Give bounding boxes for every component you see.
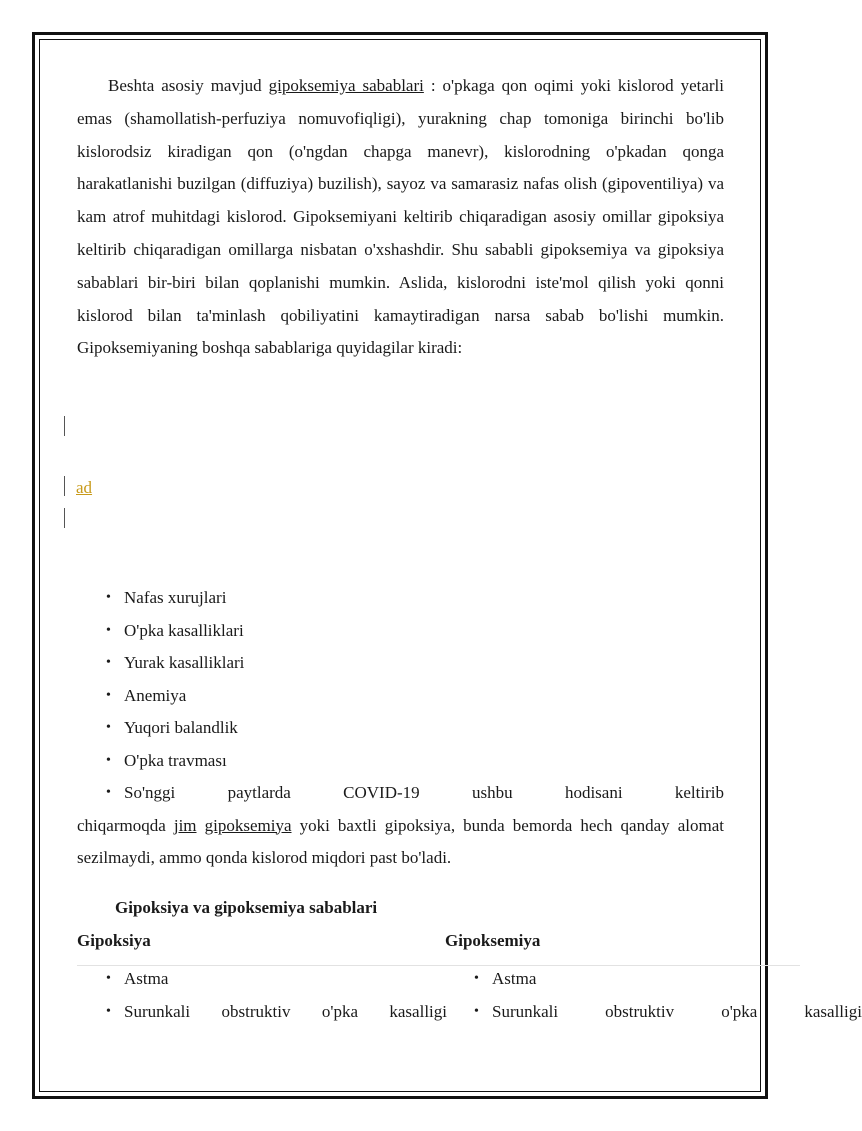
gipoksiya-column (77, 963, 447, 1028)
list-item (77, 996, 447, 1029)
intro-paragraph (77, 70, 724, 365)
covid-word: COVID-19 (343, 783, 420, 802)
gipoksemiya-sabablari-link[interactable]: gipoksemiya sabablari (268, 76, 424, 95)
word: obstruktiv (221, 1001, 291, 1021)
gipoksemiya-link[interactable]: gipoksemiya (204, 815, 292, 835)
gipoksemiya-column (445, 963, 862, 1028)
column-header-gipoksemiya: Gipoksemiya (445, 931, 541, 950)
word: o'pka (321, 1001, 358, 1021)
covid-word: keltirib (674, 783, 724, 802)
list-item: • O'pka travması (77, 745, 724, 778)
word: o'pka (721, 1001, 758, 1021)
table-title: Gipoksiya va gipoksemiya sabablari (115, 898, 378, 917)
list-item: • Nafas xurujlari (77, 582, 724, 615)
list-item: • O'pka kasalliklari (77, 615, 724, 648)
list-item: • Astma (445, 963, 800, 996)
covid-item (77, 777, 724, 875)
column-header-gipoksiya: Gipoksiya (77, 931, 151, 950)
covid-word: hodisani (564, 783, 623, 802)
intro-text-before: Beshta asosiy mavjud (108, 76, 269, 95)
list-item: • Yurak kasalliklari (77, 647, 724, 680)
covid-rest-text (77, 810, 724, 875)
covid-word: • So'nggi (124, 783, 176, 802)
list-item (445, 996, 862, 1029)
ad-link[interactable]: ad (76, 478, 93, 497)
word: • Surunkali (492, 1001, 559, 1021)
covid-word: ushbu (471, 783, 513, 802)
ad-divider (64, 508, 65, 528)
jim-link[interactable]: jim (173, 815, 197, 835)
intro-text-after: : o'pkaga qon oqimi yoki kislorod yetarli emas (shamollatish-perfuziya nomuvofiqligi), yurakning chap tomoniga birinchi bo'lib kislorodsiz kiradigan qon (o'ngdan chapga manevr), kislorodning o'pkadan qonga harakatlanishi buzilgan (diffuziya) buzilish), sayoz va samarasiz nafas olish (gipoventiliya) va kam atrof muhitdagi kislorod. Gipoksemiyani keltirib chiqaradigan asosiy omillar gipoksiya keltirib chiqaradigan omillarga nisbatan o'xshashdir. Shu sababli gipoksemiya va gipoksiya sabablari bir-biri bilan qoplanishi mumkin. Aslida, kislorodni iste'mol qilish yoki qonni kislorod bilan ta'minlash qobiliyatini kamaytiradigan narsa sabab bo'lishi mumkin. Gipoksemiyaning boshqa sabablariga quyidagilar kiradi: (77, 76, 724, 358)
list-item: • Yuqori balandlik (77, 712, 724, 745)
ad-divider (64, 416, 65, 436)
causes-list (77, 582, 724, 778)
covid-text-after: yoki baxtli gipoksiya, bunda bemorda hech qanday alomat sezilmaydi, ammo qonda kislorod miqdori past bo'ladi. (77, 815, 724, 868)
list-item: • Anemiya (77, 680, 724, 713)
word: • Surunkali (124, 1001, 191, 1021)
covid-first-line (77, 777, 724, 810)
covid-word: paytlarda (227, 783, 291, 802)
word: kasalligi (804, 1001, 862, 1021)
word: obstruktiv (605, 1001, 675, 1021)
ad-divider (64, 476, 65, 496)
list-item: • Astma (77, 963, 447, 996)
intro-section (77, 70, 724, 365)
word: kasalligi (389, 1001, 447, 1021)
covid-text-before: chiqarmoqda (77, 815, 174, 835)
